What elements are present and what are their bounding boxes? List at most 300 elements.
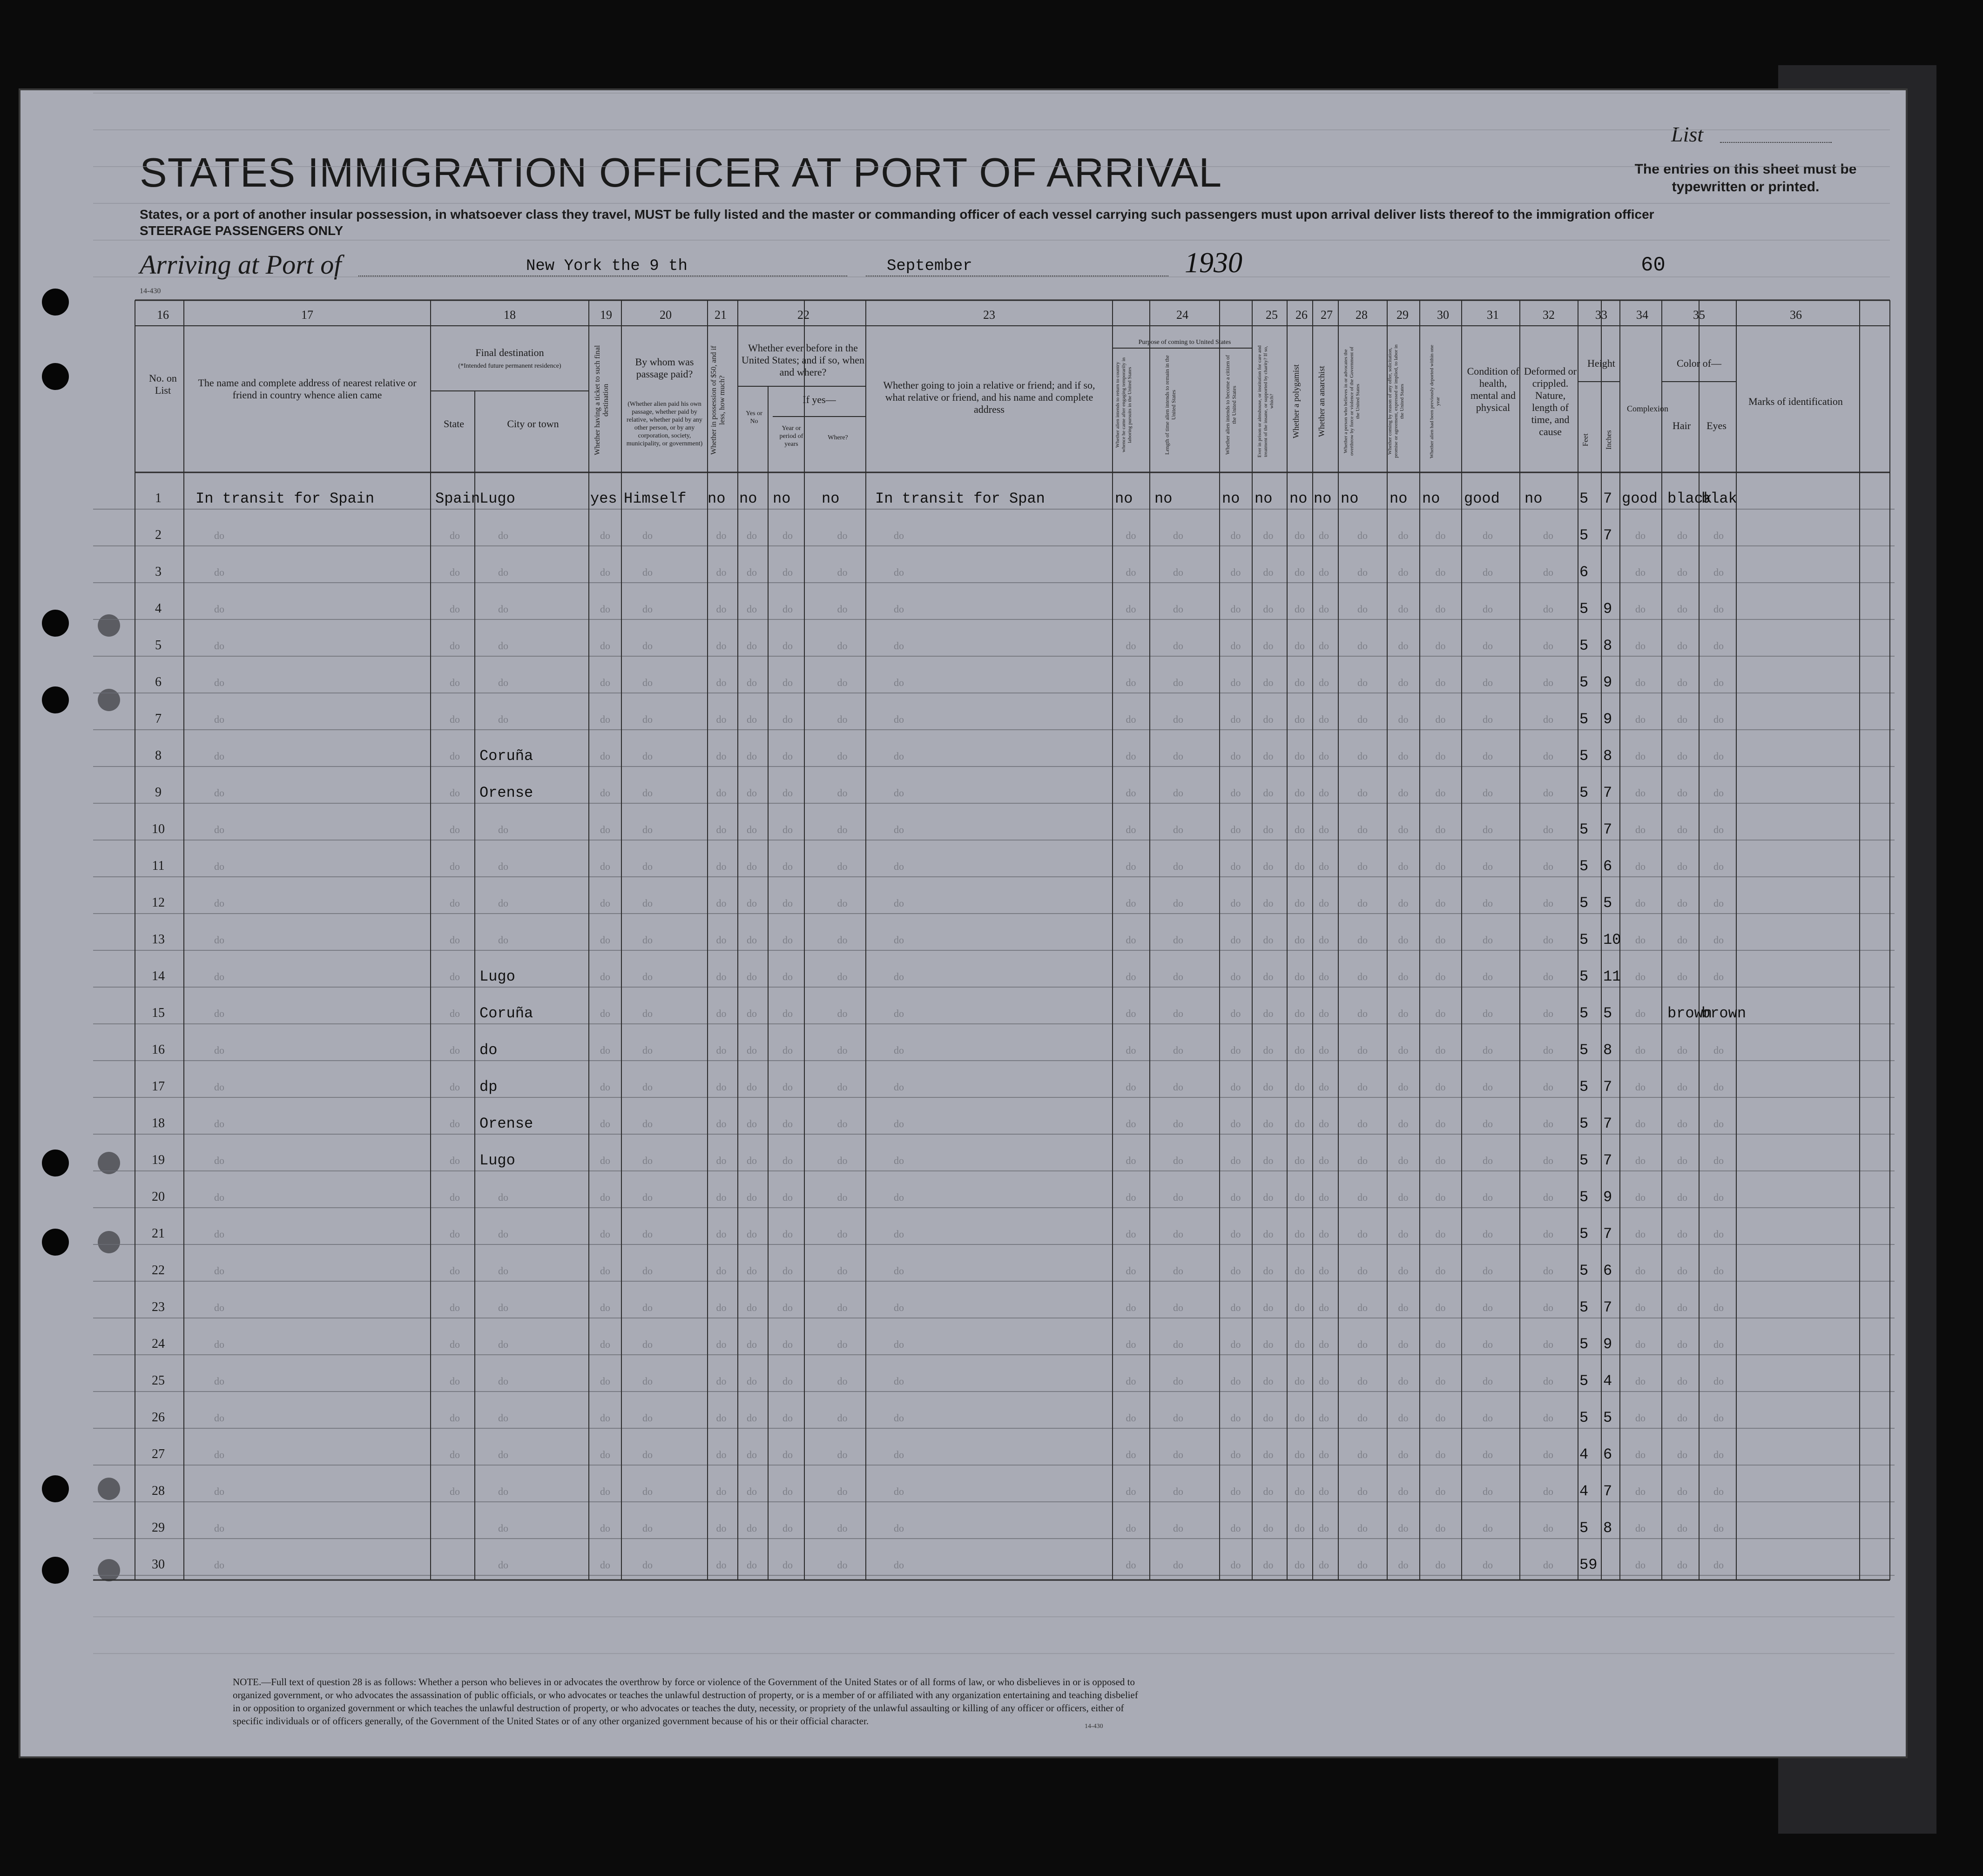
ditto-mark: do [782, 677, 793, 688]
ditto-mark: do [600, 1449, 610, 1460]
ditto-mark: do [747, 1559, 757, 1571]
ditto-mark: do [1713, 1559, 1724, 1571]
ditto-mark: do [1230, 971, 1241, 982]
ditto-mark: do [1435, 897, 1446, 909]
ditto-mark: do [1713, 750, 1724, 762]
ditto-mark: do [1483, 971, 1493, 982]
ditto-mark: do [1483, 787, 1493, 799]
ditto-mark: do [1357, 1118, 1368, 1130]
ditto-mark: do [716, 713, 727, 725]
ditto-mark: do [1230, 1191, 1241, 1203]
head-yes-no: Yes or No [746, 410, 762, 425]
ditto-mark: do [782, 1228, 793, 1240]
ditto-mark: do [498, 566, 508, 578]
ditto-mark: do [1230, 1044, 1241, 1056]
ditto-mark: do [747, 1412, 757, 1424]
ditto-mark: do [716, 1118, 727, 1130]
head-final-destination-sub: (*Intended future permanent residence) [458, 363, 561, 370]
ditto-mark: do [1543, 1118, 1553, 1130]
ditto-mark: do [1319, 603, 1329, 615]
ditto-mark: do [642, 1265, 653, 1277]
ditto-mark: do [1483, 861, 1493, 872]
ditto-mark: do [747, 1302, 757, 1313]
ditto-mark: do [214, 897, 224, 909]
row-number: 12 [152, 895, 165, 910]
ditto-mark: do [1263, 713, 1274, 725]
ditto-mark: do [1126, 1302, 1136, 1313]
cell-city: Coruña [479, 1005, 533, 1022]
ditto-mark: do [747, 1081, 757, 1093]
head-where: Where? [828, 434, 848, 441]
ditto-mark: do [1713, 1191, 1724, 1203]
ditto-mark: do [1435, 1375, 1446, 1387]
ditto-mark: do [782, 1191, 793, 1203]
ditto-mark: do [1635, 787, 1646, 799]
cell-a: no [1115, 490, 1133, 507]
ditto-mark: do [1230, 1338, 1241, 1350]
ditto-mark: do [1295, 1522, 1305, 1534]
ditto-mark: do [894, 1081, 904, 1093]
ditto-mark: do [1319, 750, 1329, 762]
ditto-mark: do [1126, 1228, 1136, 1240]
cell-inches: 7 [1603, 527, 1612, 544]
cell-inches: 5 [1603, 894, 1612, 912]
ditto-mark: do [600, 1044, 610, 1056]
cell-health: good [1464, 490, 1500, 507]
head-return: Whether alien intends to return to country whence he came after engaging temporarily in laboring pursuits in the United States [1115, 357, 1133, 453]
ditto-mark: do [1543, 787, 1553, 799]
ditto-mark: do [1483, 1412, 1493, 1424]
ditto-mark: do [600, 1559, 610, 1571]
ditto-mark: do [782, 934, 793, 946]
ditto-mark: do [1435, 934, 1446, 946]
ditto-mark: do [450, 530, 460, 541]
ditto-mark: do [747, 1008, 757, 1019]
ditto-mark: do [1357, 1265, 1368, 1277]
cell-feet: 5 [1579, 1336, 1589, 1353]
ditto-mark: do [782, 861, 793, 872]
head-overthrow: Whether a person who believes in or advocates the overthrow by force or violence of the Government of the United States [1343, 347, 1361, 456]
ditto-mark: do [498, 1522, 508, 1534]
ditto-mark: do [1263, 1118, 1274, 1130]
ditto-mark: do [1635, 566, 1646, 578]
ditto-mark: do [837, 787, 848, 799]
cell-hair: black [1667, 490, 1713, 507]
ditto-mark: do [1263, 566, 1274, 578]
ditto-mark: do [716, 677, 727, 688]
ditto-mark: do [1295, 1412, 1305, 1424]
ditto-mark: do [214, 1191, 224, 1203]
cell-inches: 9 [1603, 1336, 1612, 1353]
head-join-relative: Whether going to join a relative or friend; and if so, what relative or friend, and his name and complete address [883, 379, 1095, 415]
ditto-mark: do [498, 1375, 508, 1387]
ditto-mark: do [1357, 1008, 1368, 1019]
ditto-mark: do [1173, 1008, 1183, 1019]
cell-p26: no [1289, 490, 1308, 507]
ditto-mark: do [450, 640, 460, 652]
ditto-mark: do [1126, 1265, 1136, 1277]
head-deformed: Deformed or crippled. Nature, length of time, and cause [1524, 365, 1577, 437]
cell-inches: 7 [1603, 490, 1612, 507]
ditto-mark: do [214, 1081, 224, 1093]
ditto-mark: do [214, 677, 224, 688]
ditto-mark: do [782, 640, 793, 652]
ditto-mark: do [1263, 1375, 1274, 1387]
ditto-mark: do [642, 1191, 653, 1203]
ditto-mark: do [1319, 530, 1329, 541]
ditto-mark: do [214, 971, 224, 982]
ditto-mark: do [1173, 1375, 1183, 1387]
ditto-mark: do [1543, 713, 1553, 725]
ditto-mark: do [1483, 1522, 1493, 1534]
ditto-mark: do [1398, 566, 1409, 578]
ditto-mark: do [1398, 787, 1409, 799]
ditto-mark: do [1173, 1191, 1183, 1203]
head-no-on-list: No. on List [149, 372, 177, 396]
ditto-mark: do [1713, 787, 1724, 799]
ditto-mark: do [1230, 677, 1241, 688]
ditto-mark: do [1230, 1081, 1241, 1093]
ditto-mark: do [1398, 1081, 1409, 1093]
ditto-mark: do [716, 640, 727, 652]
ditto-mark: do [716, 1302, 727, 1313]
ditto-mark: do [782, 1559, 793, 1571]
ditto-mark: do [894, 861, 904, 872]
ditto-mark: do [1483, 677, 1493, 688]
ditto-mark: do [214, 1118, 224, 1130]
ditto-mark: do [837, 1522, 848, 1534]
ditto-mark: do [1677, 1338, 1687, 1350]
ditto-mark: do [450, 897, 460, 909]
ditto-mark: do [214, 1412, 224, 1424]
ditto-mark: do [1677, 1559, 1687, 1571]
ditto-mark: do [1677, 1302, 1687, 1313]
ditto-mark: do [1713, 934, 1724, 946]
ditto-mark: do [1483, 1449, 1493, 1460]
ditto-mark: do [600, 1522, 610, 1534]
ditto-mark: do [716, 971, 727, 982]
colnum-35: 35 [1693, 308, 1705, 322]
colnum-16: 16 [157, 308, 169, 322]
ditto-mark: do [498, 677, 508, 688]
ditto-mark: do [642, 1522, 653, 1534]
ditto-mark: do [894, 1412, 904, 1424]
ditto-mark: do [837, 1449, 848, 1460]
ditto-mark: do [1677, 1228, 1687, 1240]
ditto-mark: do [498, 1265, 508, 1277]
ditto-mark: do [1357, 824, 1368, 835]
ditto-mark: do [782, 530, 793, 541]
head-polygamist: Whether a polygamist [1291, 364, 1301, 438]
ditto-mark: do [1319, 1302, 1329, 1313]
ditto-mark: do [642, 1228, 653, 1240]
ditto-mark: do [1263, 1412, 1274, 1424]
cell-feet: 5 [1579, 1042, 1589, 1059]
ditto-mark: do [1677, 1375, 1687, 1387]
ditto-mark: do [600, 1118, 610, 1130]
ditto-mark: do [1319, 1522, 1329, 1534]
ditto-mark: do [716, 787, 727, 799]
ditto-mark: do [1543, 750, 1553, 762]
ditto-mark: do [1435, 1559, 1446, 1571]
row-number: 29 [152, 1520, 165, 1535]
ditto-mark: do [1635, 1081, 1646, 1093]
ditto-mark: do [1173, 824, 1183, 835]
ditto-mark: do [1677, 1412, 1687, 1424]
ditto-mark: do [1319, 971, 1329, 982]
ditto-mark: do [782, 603, 793, 615]
ditto-mark: do [1126, 897, 1136, 909]
ditto-mark: do [1230, 1118, 1241, 1130]
cell-feet: 5 [1579, 1520, 1589, 1537]
ditto-mark: do [1635, 713, 1646, 725]
ditto-mark: do [1543, 1449, 1553, 1460]
ditto-mark: do [1543, 1081, 1553, 1093]
row-number: 27 [152, 1447, 165, 1461]
ditto-mark: do [1357, 1191, 1368, 1203]
ditto-mark: do [1295, 934, 1305, 946]
cell-feet: 5 [1579, 894, 1589, 912]
ditto-mark: do [1483, 934, 1493, 946]
ditto-mark: do [1295, 1449, 1305, 1460]
ditto-mark: do [1357, 787, 1368, 799]
cell-feet: 5 [1579, 711, 1589, 728]
ditto-mark: do [1398, 824, 1409, 835]
ditto-mark: do [837, 1412, 848, 1424]
head-relative: The name and complete address of nearest relative or friend in country whence alien came [198, 377, 417, 401]
ditto-mark: do [450, 603, 460, 615]
cell-inches: 7 [1603, 1483, 1612, 1500]
head-anarchist: Whether an anarchist [1317, 366, 1326, 437]
ditto-mark: do [1483, 1081, 1493, 1093]
ditto-mark: do [1126, 1559, 1136, 1571]
cell-feet: 5 [1579, 931, 1589, 948]
ditto-mark: do [450, 1302, 460, 1313]
ditto-mark: do [1677, 1522, 1687, 1534]
ditto-mark: do [1398, 1191, 1409, 1203]
ditto-mark: do [642, 1008, 653, 1019]
ditto-mark: do [1263, 934, 1274, 946]
ditto-mark: do [1173, 1449, 1183, 1460]
ditto-mark: do [1677, 1486, 1687, 1497]
ditto-mark: do [1398, 971, 1409, 982]
ditto-mark: do [1295, 861, 1305, 872]
cell-feet: 5 [1579, 1372, 1589, 1390]
head-hair: Hair [1672, 420, 1691, 431]
ditto-mark: do [747, 1155, 757, 1166]
ditto-mark: do [1319, 1191, 1329, 1203]
ditto-mark: do [214, 1008, 224, 1019]
ditto-mark: do [1295, 640, 1305, 652]
ditto-mark: do [837, 824, 848, 835]
ditto-mark: do [600, 1265, 610, 1277]
ditto-mark: do [1435, 640, 1446, 652]
ditto-mark: do [498, 1228, 508, 1240]
colnum-31: 31 [1487, 308, 1499, 322]
ditto-mark: do [642, 1155, 653, 1166]
ditto-mark: do [214, 861, 224, 872]
ditto-mark: do [1635, 1155, 1646, 1166]
ditto-mark: do [837, 1044, 848, 1056]
cell-ticket: yes [590, 490, 617, 507]
ditto-mark: do [450, 1338, 460, 1350]
ditto-mark: do [1263, 750, 1274, 762]
ditto-mark: do [1677, 1155, 1687, 1166]
ditto-mark: do [450, 971, 460, 982]
ditto-mark: do [1543, 971, 1553, 982]
ditto-mark: do [1319, 566, 1329, 578]
ditto-mark: do [1319, 897, 1329, 909]
ditto-mark: do [1230, 1302, 1241, 1313]
ditto-mark: do [1126, 1081, 1136, 1093]
ditto-mark: do [1543, 603, 1553, 615]
row-number: 16 [152, 1042, 165, 1057]
ditto-mark: do [1357, 971, 1368, 982]
cell-city: dp [479, 1078, 498, 1096]
ditto-mark: do [1398, 677, 1409, 688]
ditto-mark: do [1483, 603, 1493, 615]
ditto-mark: do [782, 1486, 793, 1497]
ditto-mark: do [1230, 1559, 1241, 1571]
ditto-mark: do [1677, 1118, 1687, 1130]
ditto-mark: do [1295, 750, 1305, 762]
ditto-mark: do [600, 1486, 610, 1497]
cell-where: no [822, 490, 840, 507]
ditto-mark: do [498, 897, 508, 909]
ditto-mark: do [1435, 824, 1446, 835]
ditto-mark: do [1435, 750, 1446, 762]
ditto-mark: do [1126, 1486, 1136, 1497]
ditto-mark: do [1357, 1044, 1368, 1056]
ditto-mark: do [1543, 861, 1553, 872]
ditto-mark: do [1483, 1191, 1493, 1203]
ditto-mark: do [894, 1228, 904, 1240]
ditto-mark: do [894, 566, 904, 578]
head-length-stay: Length of time alien intends to remain in the United States [1164, 355, 1177, 455]
cell-paid: Himself [624, 490, 687, 507]
cell-feet: 4 [1579, 1483, 1589, 1500]
ditto-mark: do [782, 897, 793, 909]
ditto-mark: do [1543, 934, 1553, 946]
colnum-24: 24 [1176, 308, 1188, 322]
ditto-mark: do [1543, 897, 1553, 909]
colnum-33: 33 [1595, 308, 1607, 322]
cell-deformed: no [1524, 490, 1543, 507]
row-number: 26 [152, 1410, 165, 1425]
ditto-mark: do [1435, 1412, 1446, 1424]
cell-hair: brown [1667, 1005, 1713, 1022]
ditto-mark: do [1126, 824, 1136, 835]
ditto-mark: do [1230, 1449, 1241, 1460]
ditto-mark: do [1483, 566, 1493, 578]
ditto-mark: do [1173, 1486, 1183, 1497]
ditto-mark: do [1543, 1412, 1553, 1424]
ditto-mark: do [1230, 934, 1241, 946]
ditto-mark: do [1126, 713, 1136, 725]
ditto-mark: do [747, 713, 757, 725]
ditto-mark: do [1295, 1375, 1305, 1387]
ditto-mark: do [1635, 824, 1646, 835]
ditto-mark: do [1483, 1486, 1493, 1497]
ditto-mark: do [747, 1338, 757, 1350]
ditto-mark: do [894, 787, 904, 799]
ditto-mark: do [1713, 824, 1724, 835]
ditto-mark: do [782, 1044, 793, 1056]
head-money: Whether in possession of $50, and if less, how much? [710, 345, 726, 455]
ditto-mark: do [450, 787, 460, 799]
colnum-20: 20 [660, 308, 672, 322]
ditto-mark: do [1713, 861, 1724, 872]
ditto-mark: do [642, 566, 653, 578]
ditto-mark: do [600, 566, 610, 578]
ditto-mark: do [1713, 1375, 1724, 1387]
ditto-mark: do [1398, 640, 1409, 652]
ditto-mark: do [214, 713, 224, 725]
cell-feet: 59 [1579, 1556, 1598, 1573]
ditto-mark: do [1319, 824, 1329, 835]
ditto-mark: do [1677, 640, 1687, 652]
ditto-mark: do [837, 1265, 848, 1277]
ditto-mark: do [747, 1522, 757, 1534]
ditto-mark: do [642, 640, 653, 652]
ditto-mark: do [1435, 971, 1446, 982]
ditto-mark: do [1435, 1155, 1446, 1166]
ditto-mark: do [1357, 530, 1368, 541]
ditto-mark: do [642, 897, 653, 909]
cell-feet: 5 [1579, 1299, 1589, 1316]
row-number: 2 [155, 528, 162, 542]
ditto-mark: do [1319, 1265, 1329, 1277]
ditto-mark: do [1295, 897, 1305, 909]
cell-feet: 5 [1579, 1078, 1589, 1096]
ditto-mark: do [450, 1008, 460, 1019]
ditto-mark: do [1398, 1228, 1409, 1240]
cell-inches: 7 [1603, 1078, 1612, 1096]
head-if-yes: If yes— [803, 394, 836, 405]
cell-year: no [773, 490, 791, 507]
ditto-mark: do [1677, 861, 1687, 872]
ditto-mark: do [642, 787, 653, 799]
colnum-28: 28 [1356, 308, 1368, 322]
ditto-mark: do [782, 1265, 793, 1277]
arriving-label: Arriving at Port of [140, 249, 342, 280]
ditto-mark: do [600, 677, 610, 688]
ditto-mark: do [1398, 861, 1409, 872]
ditto-mark: do [498, 530, 508, 541]
ditto-mark: do [498, 1449, 508, 1460]
colnum-26: 26 [1295, 308, 1308, 322]
ditto-mark: do [1398, 1008, 1409, 1019]
ditto-mark: do [214, 603, 224, 615]
ditto-mark: do [1230, 1375, 1241, 1387]
ditto-mark: do [1295, 971, 1305, 982]
cell-relative: In transit for Spain [196, 490, 375, 507]
head-labor-offer: Whether coming by reason of any offer, solicitation, promise or agreement, expressed or implied, to labor in the United States [1387, 344, 1405, 458]
cell-feet: 5 [1579, 821, 1589, 838]
ditto-mark: do [1713, 1412, 1724, 1424]
ditto-mark: do [1263, 1081, 1274, 1093]
ditto-mark: do [782, 971, 793, 982]
ditto-mark: do [1319, 1155, 1329, 1166]
cell-feet: 5 [1579, 1409, 1589, 1426]
ditto-mark: do [1713, 530, 1724, 541]
cell-feet: 5 [1579, 490, 1589, 507]
cell-p25: no [1255, 490, 1273, 507]
row-number: 5 [155, 638, 162, 652]
ditto-mark: do [1230, 1228, 1241, 1240]
cell-feet: 5 [1579, 1115, 1589, 1132]
ditto-mark: do [1435, 603, 1446, 615]
